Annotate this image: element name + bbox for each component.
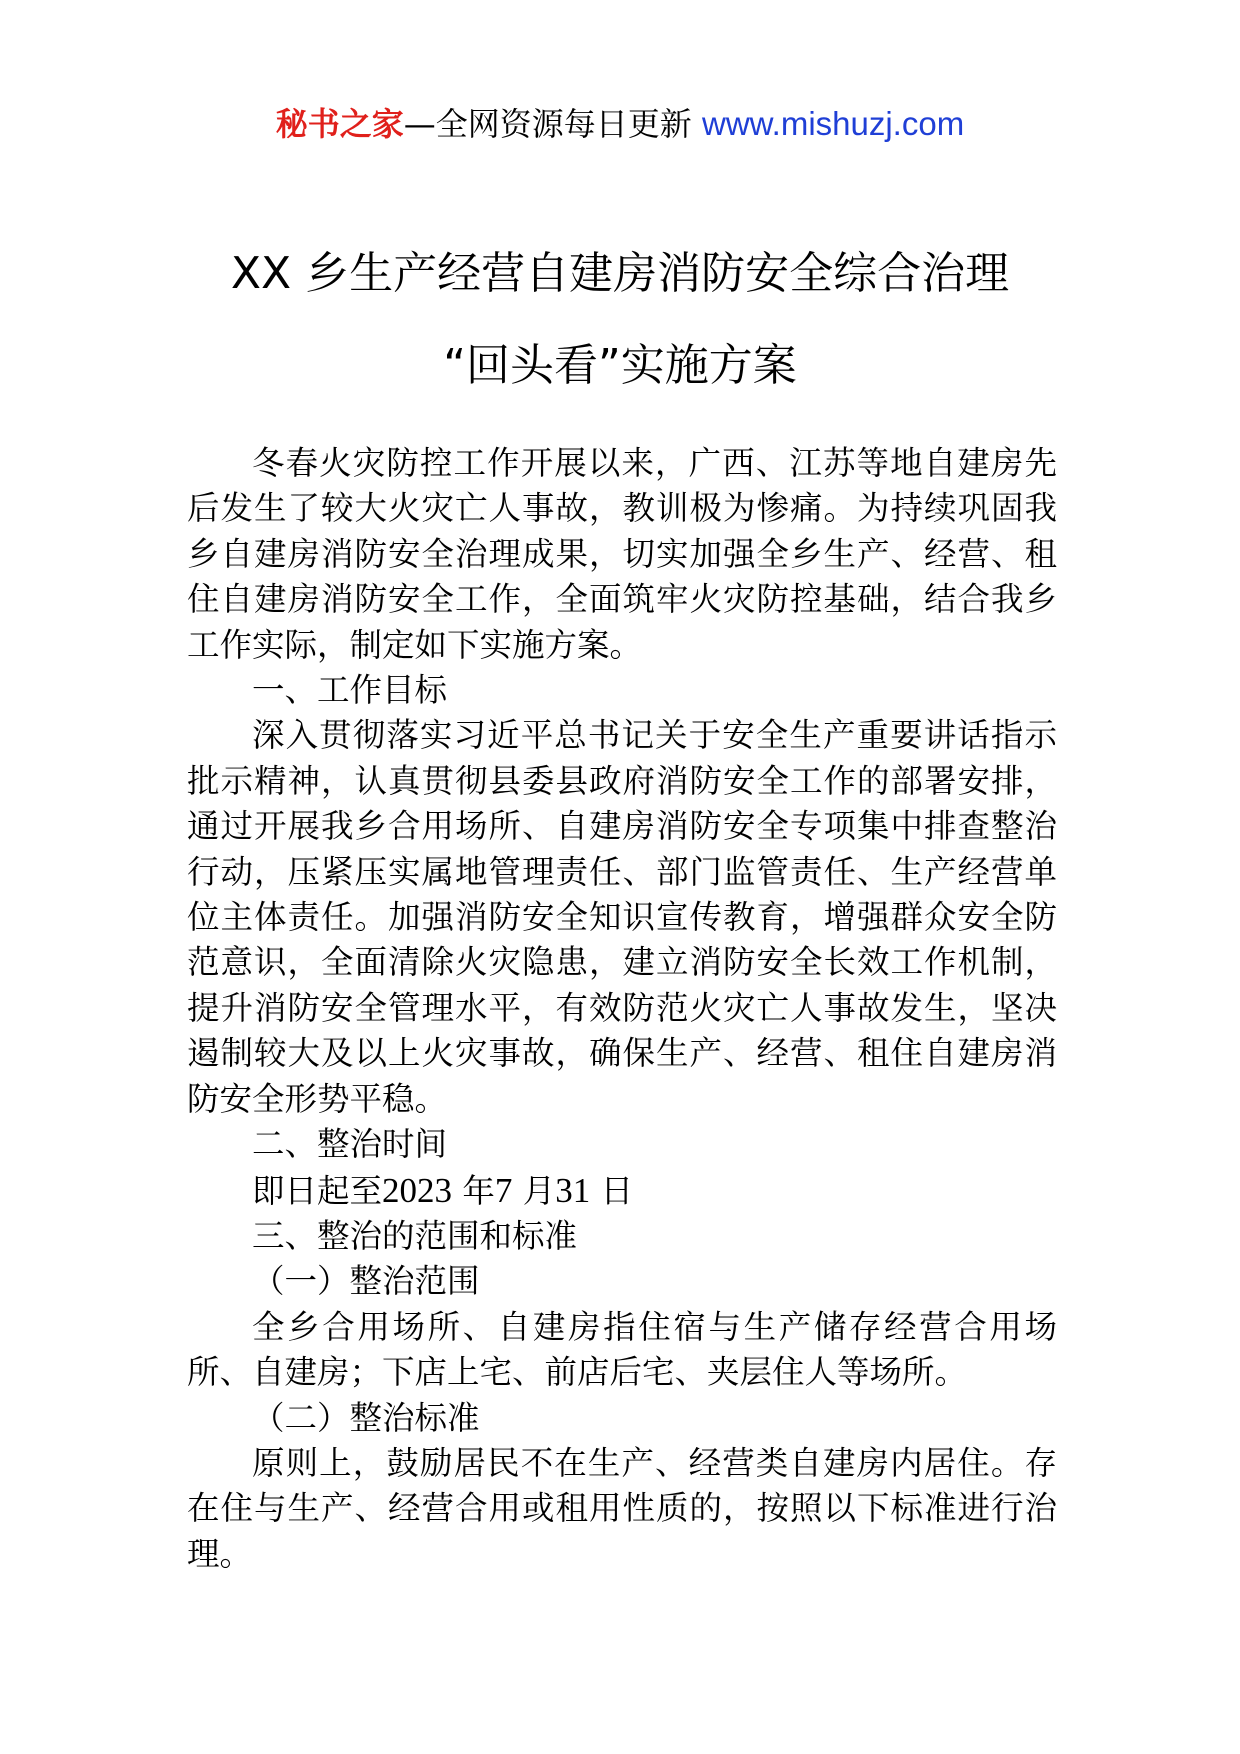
time-prefix: 即日起至: [252, 1171, 383, 1210]
site-url-link[interactable]: www.mishuzj.com: [701, 105, 965, 142]
paragraph-work-goal: 深入贯彻落实习近平总书记关于安全生产重要讲话指示批示精神，认真贯彻县委县政府消防安全工作的部署安排，通过开展我乡合用场所、自建房消防安全专项集中排查整治行动，压紧压实属地管理责任、部门监管责任、生产经营单位主体责任。加强消防安全知识宣传教育，增强群众安全防范意识，全面清除火灾隐患，建立消防安全长效工作机制，提升消防安全管理水平，有效防范火灾亡人事故发生，坚决遏制较大及以上火灾事故，确保生产、经营、租住自建房消防安全形势平稳。: [187, 716, 1057, 1118]
site-slogan: —全网资源每日更新: [403, 105, 702, 143]
paragraph-scope: 全乡合用场所、自建房指住宿与生产储存经营合用场所、自建房；下店上宅、前店后宅、夹层住人等场所。: [187, 1307, 1057, 1392]
site-brand: 秘书之家: [275, 105, 404, 143]
time-month: 7: [494, 1170, 513, 1210]
title-line-2: “回头看”实施方案: [443, 340, 797, 391]
time-month-unit: 月: [522, 1171, 556, 1210]
time-year: 2023: [382, 1170, 453, 1210]
subheading-standard: （二）整治标准: [252, 1398, 480, 1437]
time-day: 31: [555, 1170, 591, 1210]
paragraph-standard: 原则上，鼓励居民不在生产、经营类自建房内居住。存在住与生产、经营合用或租用性质的，按照以下标准进行治理。: [187, 1443, 1057, 1573]
document-title: [0, 228, 1240, 412]
subheading-scope: （一）整治范围: [252, 1262, 480, 1301]
heading-work-goal: 一、工作目标: [252, 671, 448, 710]
time-day-unit: 日: [600, 1171, 634, 1210]
heading-rectification-time: 二、整治时间: [252, 1125, 448, 1164]
time-year-unit: 年: [462, 1171, 495, 1210]
document-body: [187, 441, 1057, 1577]
heading-scope-and-standard: 三、整治的范围和标准: [252, 1216, 578, 1255]
site-header: [0, 98, 1240, 150]
paragraph-rectification-time: [187, 1168, 1057, 1214]
paragraph-intro: 冬春火灾防控工作开展以来，广西、江苏等地自建房先后发生了较大火灾亡人事故，教训极为惨痛。为持续巩固我乡自建房消防安全治理成果，切实加强全乡生产、经营、租住自建房消防安全工作，全面筑牢火灾防控基础，结合我乡工作实际，制定如下实施方案。: [187, 444, 1057, 664]
title-line-1: XX 乡生产经营自建房消防安全综合治理: [230, 248, 1010, 299]
